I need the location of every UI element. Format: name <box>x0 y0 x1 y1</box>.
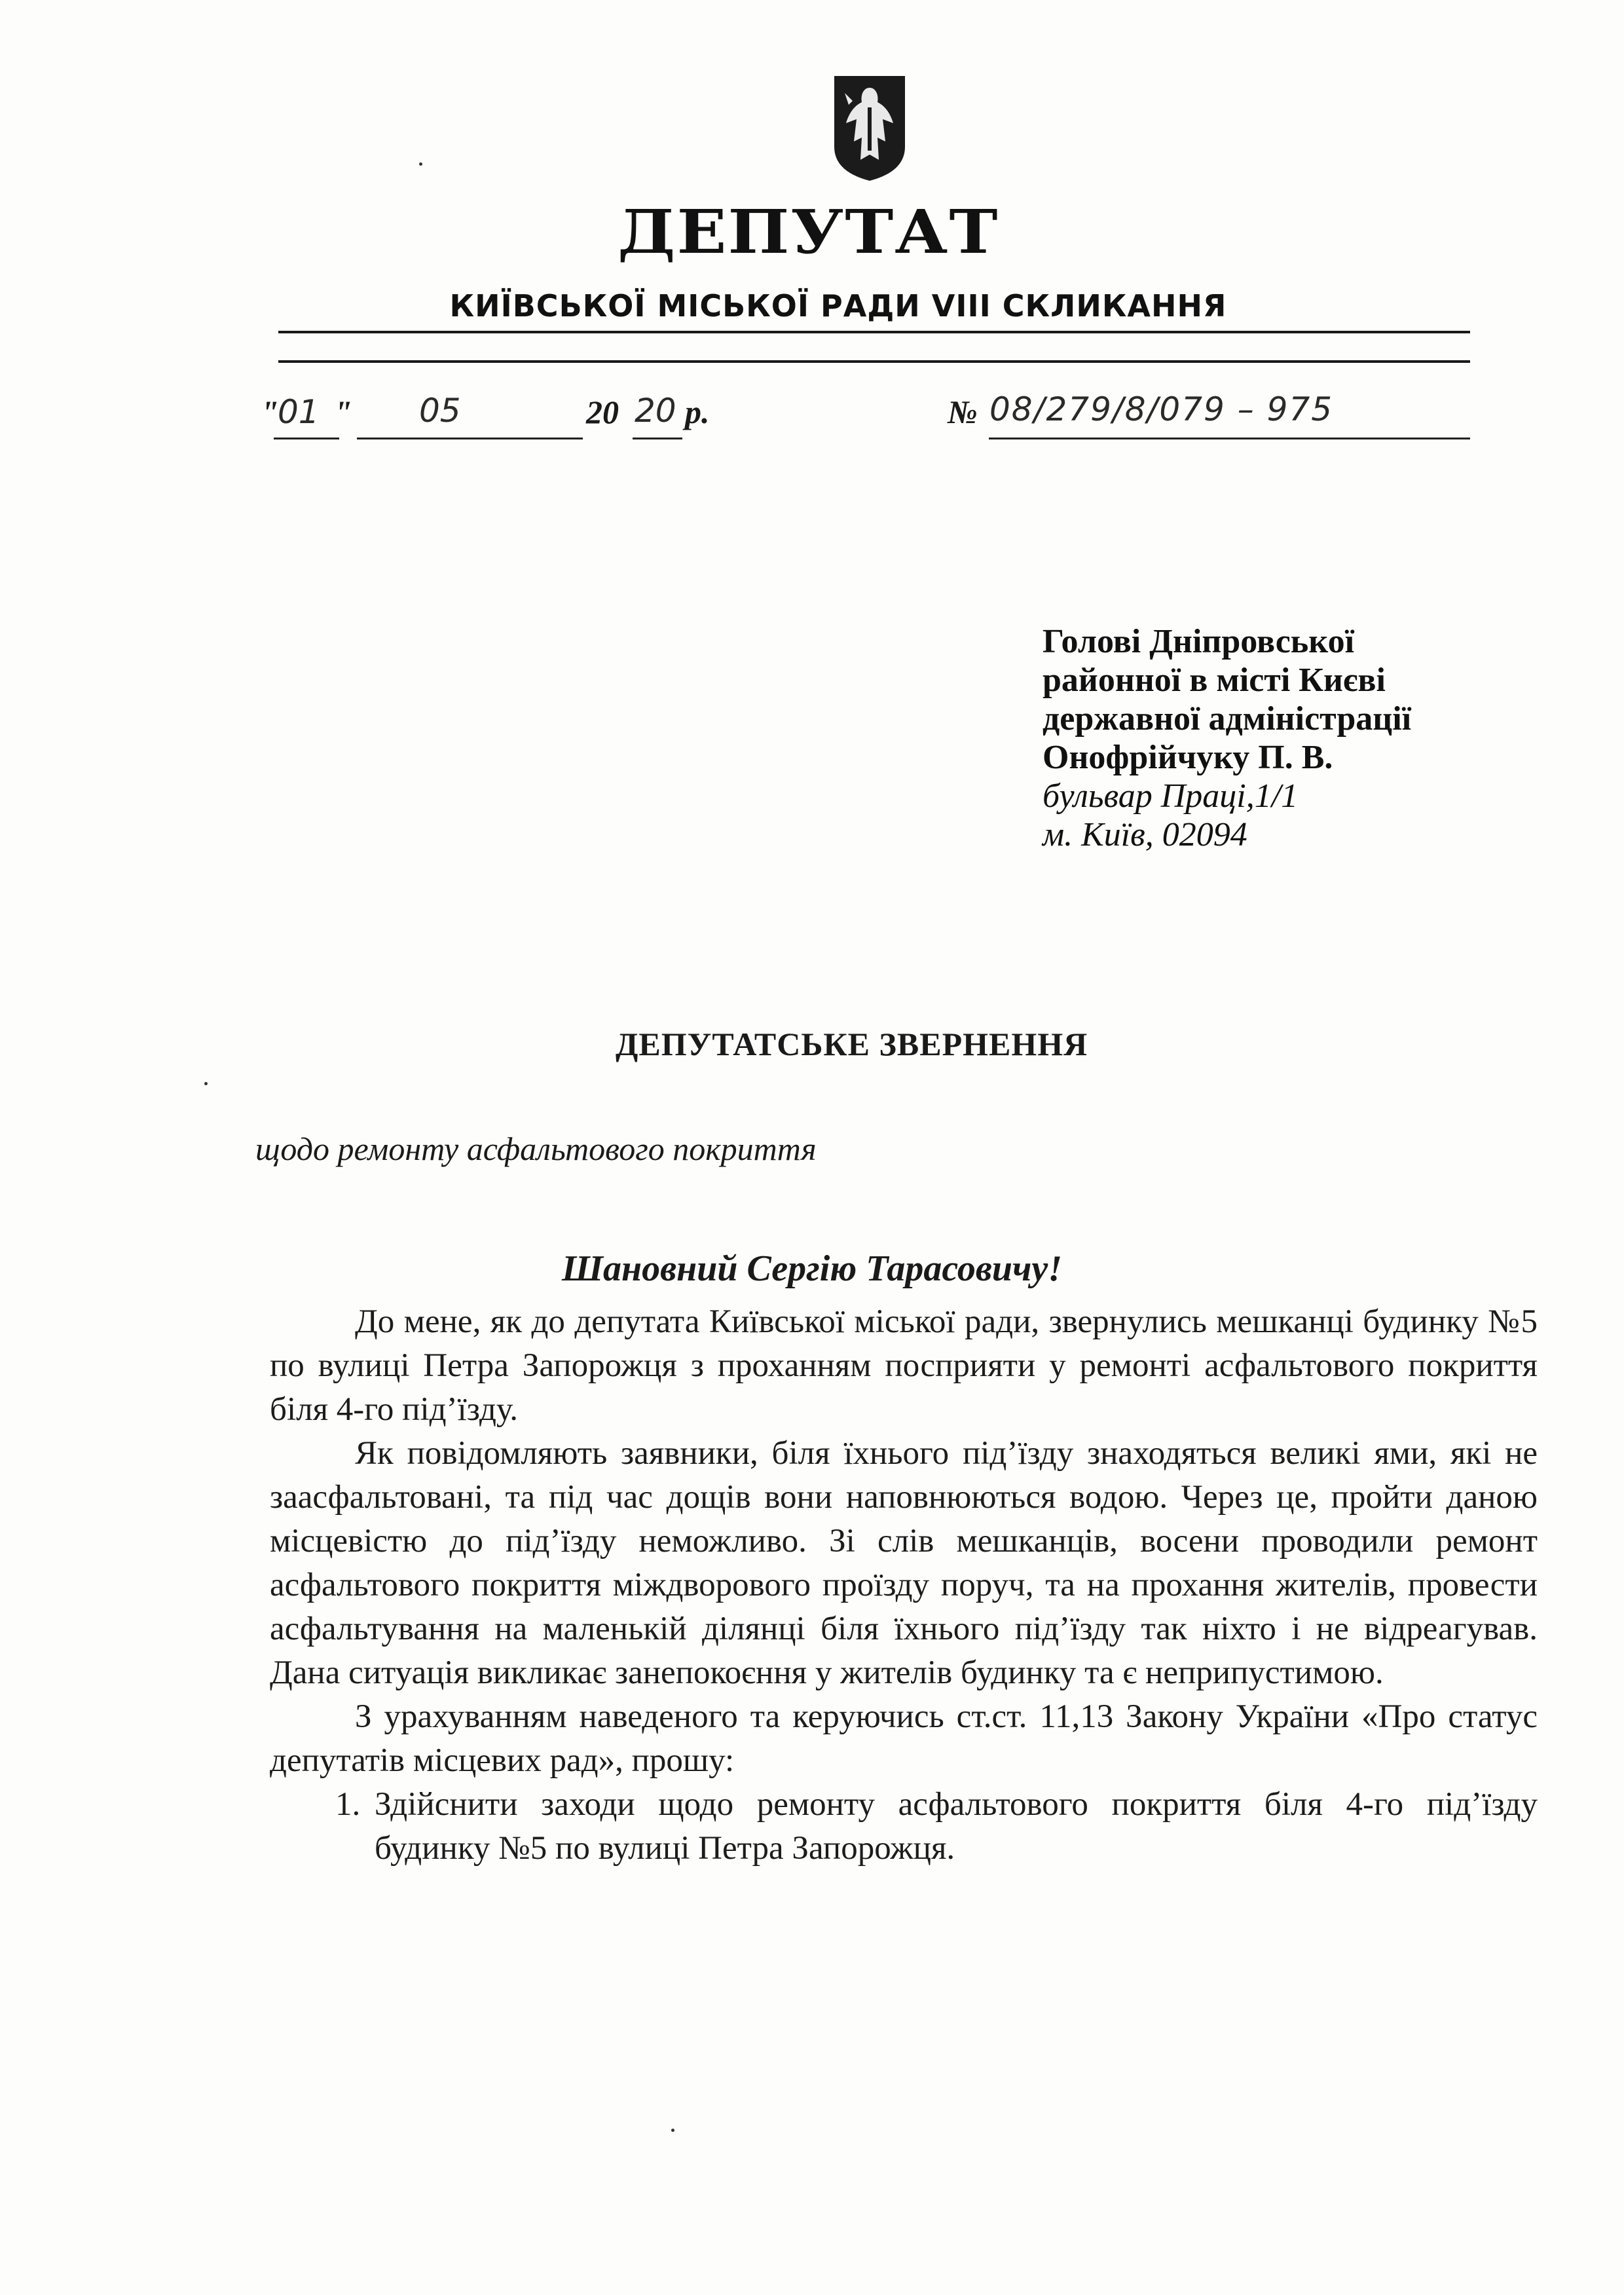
number-label: № <box>948 394 978 430</box>
body-paragraph-1: До мене, як до депутата Київської міської ради, звернулись мешканці будинку №5 по вулиці Петра Запорожця з проханням посприяти у ремонті асфальтового покриття біля 4-го під’їзду. <box>270 1303 1538 1428</box>
letterhead-divider-bottom <box>278 360 1470 363</box>
date-year-suffix: 20 <box>635 392 676 430</box>
number-underline <box>989 438 1470 439</box>
addressee-block <box>1043 622 1411 854</box>
addressee-street: бульвар Праці,1/1 <box>1043 777 1299 815</box>
addressee-line-2: районної в місті Києві <box>1043 662 1386 699</box>
addressee-line-1: Голові Дніпровської <box>1043 623 1355 660</box>
addressee-city: м. Київ, 02094 <box>1043 816 1247 853</box>
appeal-heading: ДЕПУТАТСЬКЕ ЗВЕРНЕННЯ <box>616 1026 1088 1062</box>
date-month-underline <box>357 438 583 439</box>
scan-speck <box>204 1082 208 1085</box>
document-page: ДЕПУТАТ КИЇВСЬКОЇ МІСЬКОЇ РАДИ VIII СКЛИКАННЯ " 01 " 05 20 20 р. № 08/279/8/079 – 975 Голові Дніпровської районної в місті Києві державної адміністрації Онофрійчуку П. В. бульвар Праці,1/1 м. Київ, 02094 ДЕПУТАТСЬКЕ ЗВЕРНЕННЯ щодо ремонту асфальтового покриття Шановний Сергію Тарасовичу! До мене, як до депутата Київської міської ради, звернулись мешканці будинку №5 по вулиці Петра Запорожця з проханням посприяти у ремонті асфальтового покриття біля 4-го під’їзду. Як повідомляють заявники, біля їхнього під’їзду знаходяться великі ями, які не заасфальтовані, та під час дощів вони наповнюються водою. Через це, пройти даною місцевістю до під’їзду неможливо. Зі слів мешканців, восени проводили ремонт асфальтового покриття міждворового проїзду поруч, та на прохання жителів, провести асфальтування на маленькій ділянці біля їхнього під’їзду так ніхто і не відреагував. Дана ситуація викликає занепокоєння у жителів будинку та є неприпустимою. З урахуванням наведеного та керуючись ст.ст. 11,13 Закону України «Про статус депутатів місцевих рад», прошу: 1. Здійснити заходи щодо ремонту асфальтового покриття біля 4-го під’їзду будинку №5 по вулиці Петра Запорожця. <box>0 0 1624 2295</box>
date-day: 01 <box>278 393 320 431</box>
request-item-number: 1. <box>335 1786 361 1823</box>
date-year-prefix: 20 <box>586 394 619 430</box>
request-list <box>270 1783 1538 1871</box>
date-day-underline <box>274 438 339 439</box>
request-item-text: Здійснити заходи щодо ремонту асфальтового покриття біля 4-го під’їзду будинку №5 по вулиці Петра Запорожця. <box>375 1786 1538 1867</box>
appeal-subject: щодо ремонту асфальтового покриття <box>255 1130 817 1167</box>
number-value: 08/279/8/079 – 975 <box>989 390 1334 428</box>
request-item <box>270 1783 1538 1871</box>
letter-body <box>270 1300 1538 1871</box>
scan-speck <box>419 162 422 166</box>
greeting: Шановний Сергію Тарасовичу! <box>561 1248 1063 1289</box>
body-paragraph-2: Як повідомляють заявники, біля їхнього під’їзду знаходяться великі ями, які не заасфальтовані, та під час дощів вони наповнюються водою. Через це, пройти даною місцевістю до під’їзду неможливо. Зі слів мешканців, восени проводили ремонт асфальтового покриття міждворового проїзду поруч, та на прохання жителів, провести асфальтування на маленькій ділянці біля їхнього під’їзду так ніхто і не відреагував. Дана ситуація викликає занепокоєння у жителів будинку та є неприпустимою. <box>270 1435 1538 1691</box>
letterhead-subtitle: КИЇВСЬКОЇ МІСЬКОЇ РАДИ VIII СКЛИКАННЯ <box>449 288 1227 324</box>
city-emblem-icon <box>830 73 909 183</box>
letterhead-title: ДЕПУТАТ <box>618 196 999 267</box>
addressee-line-4: Онофрійчуку П. В. <box>1043 739 1333 776</box>
body-paragraph-3: З урахуванням наведеного та керуючись ст.ст. 11,13 Закону України «Про статус депутатів місцевих рад», прошу: <box>270 1698 1538 1779</box>
scan-speck <box>671 2129 674 2132</box>
date-suffix: р. <box>685 394 710 430</box>
addressee-line-3: державної адміністрації <box>1043 700 1412 737</box>
date-year-underline <box>633 438 682 439</box>
letterhead-divider-top <box>278 331 1470 333</box>
date-month: 05 <box>419 392 461 430</box>
